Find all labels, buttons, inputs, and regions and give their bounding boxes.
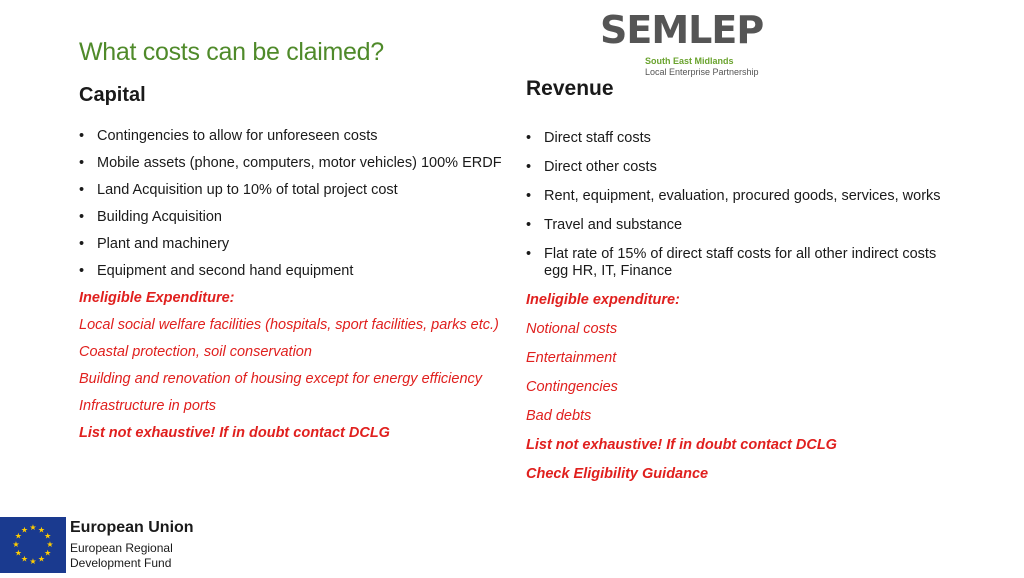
slide-title: What costs can be claimed? [79,38,384,66]
list-item: Contingencies [526,379,618,395]
capital-ineligible-label: Ineligible Expenditure: [79,290,235,306]
semlep-tagline-region: South East Midlands [645,56,734,66]
revenue-eligible-list [526,130,946,280]
capital-ineligible-list [79,317,509,442]
eligibility-guidance-note: Check Eligibility Guidance [526,466,709,482]
svg-text:★: ★ [44,548,52,558]
semlep-logo [600,10,770,80]
capital-eligible-list [79,128,509,280]
list-item: • Flat rate of 15% of direct staff costs for all other indirect costs egg HR, IT, Finance [526,246,946,280]
eu-name: European Union [70,519,194,536]
list-item: Local social welfare facilities (hospitals, sport facilities, parks etc.) [79,317,499,333]
svg-text:★: ★ [44,531,52,541]
list-item: • Rent, equipment, evaluation, procured goods, services, works [526,188,946,205]
list-item: Bad debts [526,408,592,424]
capital-heading: Capital [79,84,146,106]
list-item: Infrastructure in ports [79,398,216,414]
list-item: Notional costs [526,321,618,337]
semlep-tagline-partnership: Local Enterprise Partnership [645,67,759,77]
svg-text:★: ★ [14,548,22,558]
revenue-ineligible-list [526,321,946,483]
svg-text:★: ★ [20,554,29,564]
svg-text:★: ★ [37,525,46,535]
eu-flag-icon [0,517,66,573]
svg-text:★: ★ [20,525,29,535]
list-item: • Equipment and second hand equipment [79,263,509,280]
svg-text:★: ★ [29,557,37,566]
list-item: • Contingencies to allow for unforeseen costs [79,128,509,145]
list-item: • Building Acquisition [79,209,509,226]
list-item: • Direct other costs [526,159,946,176]
svg-text:★: ★ [29,523,37,532]
eu-fund-name: European Regional Development Fund [70,541,173,570]
revenue-column [526,130,946,495]
list-item: Coastal protection, soil conservation [79,344,312,360]
list-item: Building and renovation of housing except for energy efficiency [79,371,483,387]
svg-text:★: ★ [12,540,20,549]
revenue-disclaimer: List not exhaustive! If in doubt contact DCLG [526,437,837,453]
eu-logo [0,517,200,575]
semlep-wordmark: SEMLEP [600,8,764,52]
capital-column [79,128,509,452]
list-item: • Mobile assets (phone, computers, motor vehicles) 100% ERDF [79,155,509,172]
revenue-heading: Revenue [526,77,614,100]
list-item: Entertainment [526,350,617,366]
list-item: • Direct staff costs [526,130,946,147]
svg-text:★: ★ [14,531,22,541]
capital-disclaimer: List not exhaustive! If in doubt contact DCLG [79,425,390,441]
svg-text:★: ★ [46,540,54,549]
revenue-ineligible-label: Ineligible expenditure: [526,292,680,308]
list-item: • Plant and machinery [79,236,509,253]
list-item: • Travel and substance [526,217,946,234]
svg-text:★: ★ [37,554,46,564]
list-item: • Land Acquisition up to 10% of total project cost [79,182,509,199]
